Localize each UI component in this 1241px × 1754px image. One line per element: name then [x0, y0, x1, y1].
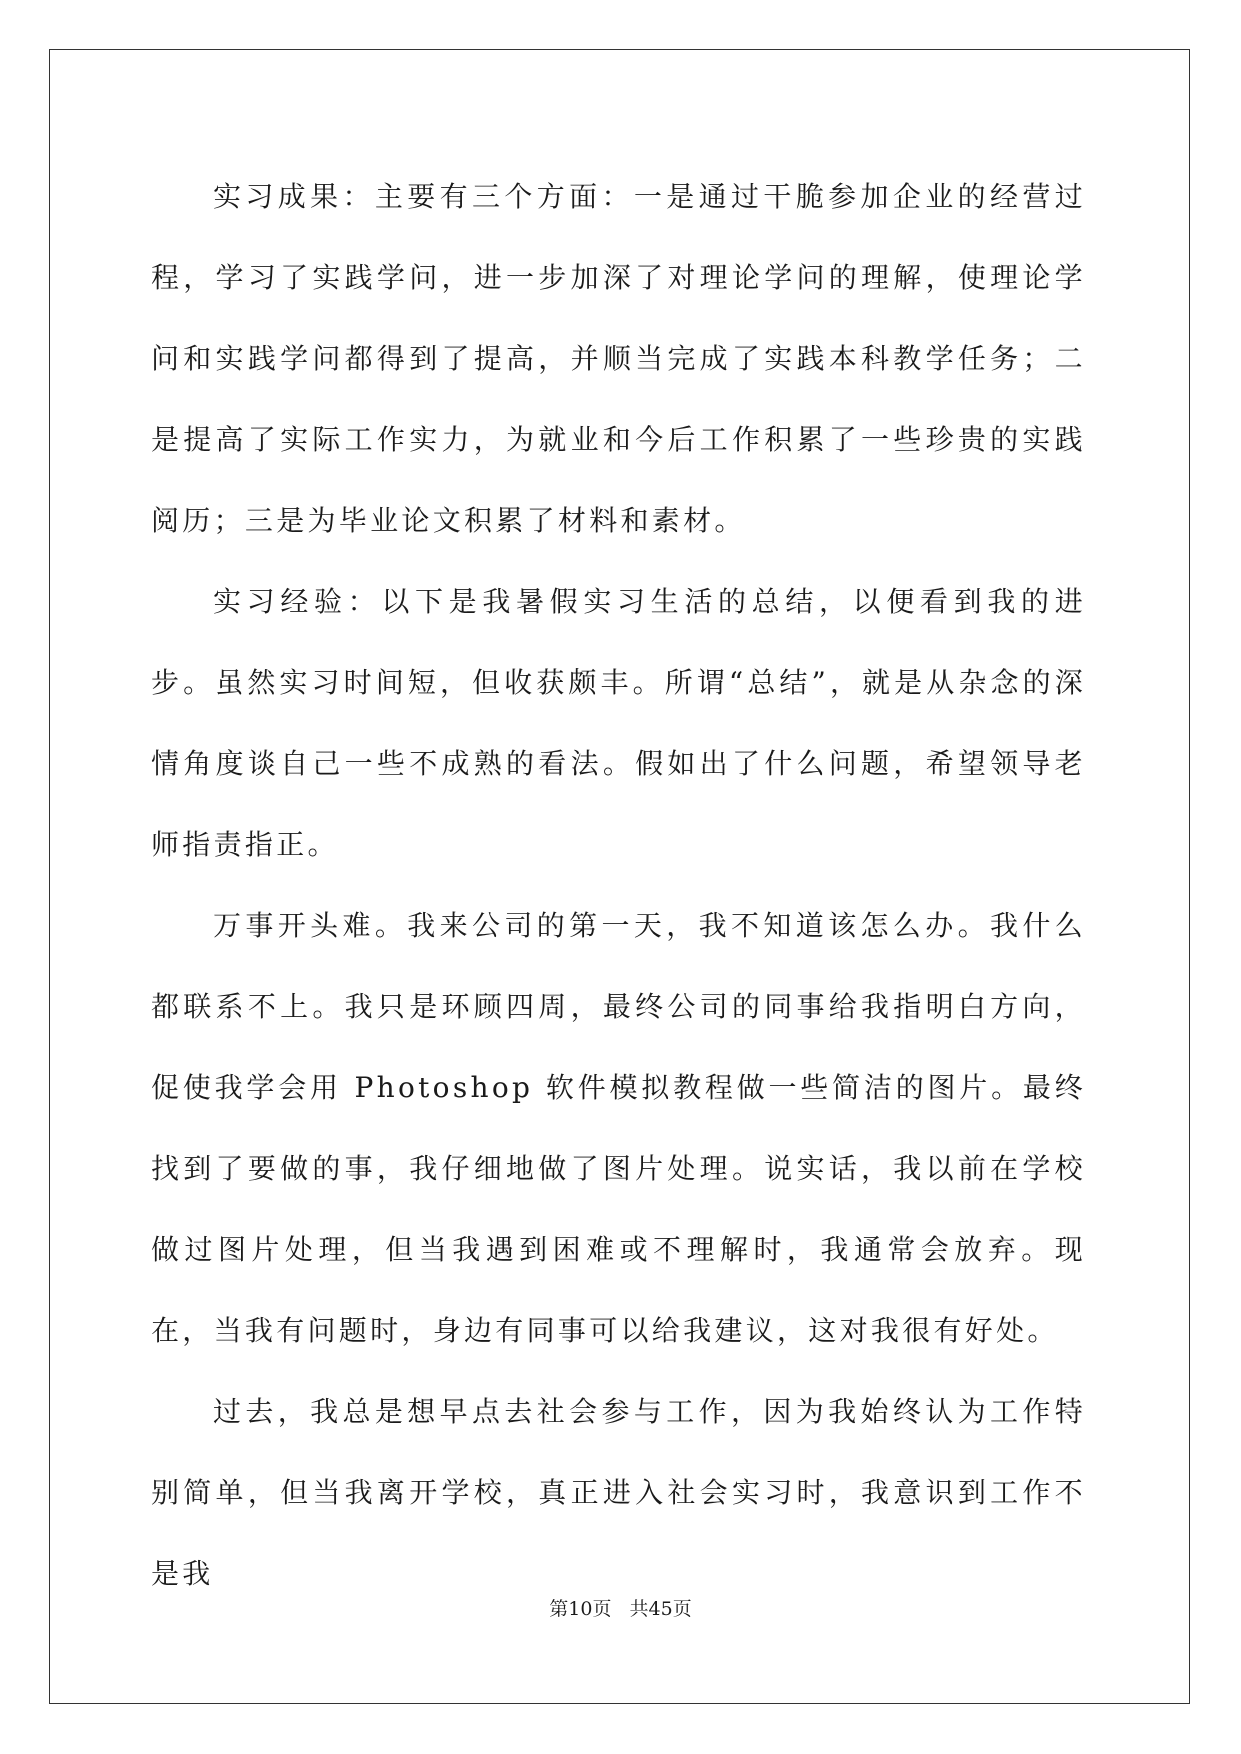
page-footer: [0, 1597, 1241, 1621]
total-suffix: 页: [672, 1598, 692, 1620]
paragraph-reflection: 过去，我总是想早点去社会参与工作，因为我始终认为工作特别简单，但当我离开学校，真正进入社会实习时，我意识到工作不是我: [151, 1395, 1086, 1590]
paragraph-first-day: 万事开头难。我来公司的第一天，我不知道该怎么办。我什么都联系不上。我只是环顾四周，最终公司的同事给我指明白方向，促使我学会用 Photoshop 软件模拟教程做一些简洁的图片。最终找到了要做的事，我仔细地做了图片处理。说实话，我以前在学校做过图片处理，但当我遇到困难或不理解时，我通常会放弃。现在，当我有问题时，身边有同事可以给我建议，这对我很有好处。: [151, 909, 1086, 1347]
page-suffix: 页: [592, 1598, 612, 1620]
paragraph-internship-experience: 实习经验：以下是我暑假实习生活的总结，以便看到我的进步。虽然实习时间短，但收获颇丰。所谓“总结”，就是从杂念的深情角度谈自己一些不成熟的看法。假如出了什么问题，希望领导老师指责指正。: [151, 585, 1086, 861]
total-pages: 45: [648, 1598, 673, 1620]
document-body: [151, 156, 1086, 1614]
page-prefix: 第: [549, 1598, 569, 1620]
paragraph-internship-results: 实习成果：主要有三个方面：一是通过干脆参加企业的经营过程，学习了实践学问，进一步加深了对理论学问的理解，使理论学问和实践学问都得到了提高，并顺当完成了实践本科教学任务；二是提高了实际工作实力，为就业和今后工作积累了一些珍贵的实践阅历；三是为毕业论文积累了材料和素材。: [151, 180, 1086, 537]
page-number: 10: [568, 1598, 593, 1620]
total-prefix: 共: [629, 1598, 649, 1620]
